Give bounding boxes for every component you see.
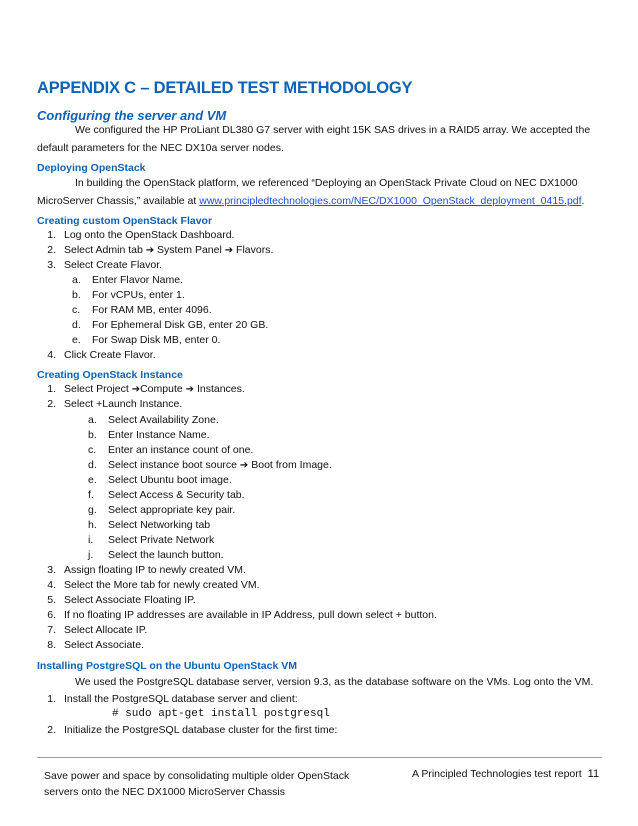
sub-list-letter: b. [72,289,81,301]
sub-list-text: Select instance boot source [108,459,240,471]
list-text: Click Create Flavor. [64,349,156,361]
list-text: Initialize the PostgreSQL database cluster for the first time: [64,724,338,736]
list-item [40,398,182,410]
instance-title: Creating OpenStack Instance [37,369,183,381]
flavor-title: Creating custom OpenStack Flavor [37,215,213,227]
sub-list-item [72,274,183,286]
sub-list-letter: j. [88,549,94,561]
sub-list-letter: a. [72,274,81,286]
list-number: 3. [47,259,56,271]
sub-list-item [88,444,253,456]
list-item [40,259,162,271]
sub-list-item [88,414,219,426]
list-item [40,383,245,395]
sub-list-text: Select Ubuntu boot image. [108,474,232,486]
footer-report-label: A Principled Technologies test report [412,768,582,780]
deploying-line-2-pre: MicroServer Chassis,” available at [37,195,200,207]
list-number: 1. [47,383,56,395]
list-text: Select Admin tab [64,244,146,256]
sub-list-text: Select Networking tab [108,519,211,531]
sub-list-text: For Ephemeral Disk GB, enter 20 GB. [92,319,269,331]
list-item [40,624,147,636]
list-number: 7. [47,624,56,636]
list-item [40,229,234,241]
list-number: 2. [47,398,56,410]
list-text: Select the More tab for newly created VM. [64,579,260,591]
list-text: Log onto the OpenStack Dashboard. [64,229,235,241]
postgres-intro: We used the PostgreSQL database server, version 9.3, as the database software on the VMs. Log onto the VM. [75,676,594,688]
section-title: Configuring the server and VM [37,108,227,123]
sub-list-item [72,304,212,316]
sub-list-letter: d. [88,459,97,471]
list-item [46,693,298,705]
sub-list-letter: c. [72,304,81,316]
sub-list-text: Select the launch button. [108,549,224,561]
sub-list-letter: a. [88,414,97,426]
list-text: Select +Launch Instance. [64,398,183,410]
deploying-line-2 [37,193,584,209]
sub-list-text: Select Availability Zone. [108,414,219,426]
intro-line-2: default parameters for the NEC DX10a server nodes. [37,142,284,154]
sub-list-item [72,334,220,346]
sub-list-letter: f. [88,489,94,501]
list-text: Select Project [64,383,132,395]
list-item [46,724,337,736]
right-arrow-icon: ➔ [131,384,141,395]
list-number: 5. [47,594,56,606]
list-text: Install the PostgreSQL database server and client: [64,693,298,705]
page-number: 11 [587,768,600,780]
postgres-title: Installing PostgreSQL on the Ubuntu OpenStack VM [37,660,297,672]
list-number: 2. [47,244,56,256]
code-line: # sudo apt-get install postgresql [112,708,330,720]
footer-left-text: Save power and space by consolidating multiple older OpenStack servers onto the NEC DX1000 MicroServer Chassis [44,770,350,798]
sub-list-text: Enter an instance count of one. [108,444,254,456]
list-item [40,639,144,651]
sub-list-item [72,319,268,331]
list-number: 4. [47,349,56,361]
sub-list-item [88,429,210,441]
intro-line-1: We configured the HP ProLiant DL380 G7 server with eight 15K SAS drives in a RAID5 array. We accepted the [75,124,591,136]
list-item [40,564,246,576]
list-number: 8. [47,639,56,651]
footer-divider [37,757,602,758]
right-arrow-icon: ➔ [224,245,234,256]
sub-list-text: For Swap Disk MB, enter 0. [92,334,221,346]
list-text: Compute [140,383,186,395]
list-text: Flavors. [236,244,274,256]
deploying-line-2-post: . [581,195,585,207]
sub-list-letter: d. [72,319,81,331]
list-text: Assign floating IP to newly created VM. [64,564,246,576]
sub-list-text: Enter Flavor Name. [92,274,184,286]
sub-list-text: For vCPUs, enter 1. [92,289,185,301]
sub-list-item [88,459,332,471]
sub-list-item [88,504,235,516]
sub-list-item [72,289,185,301]
right-arrow-icon: ➔ [145,245,155,256]
list-item [40,594,196,606]
sub-list-letter: e. [72,334,81,346]
sub-list-letter: b. [88,429,97,441]
sub-list-letter: e. [88,474,97,486]
appendix-heading: APPENDIX C – DETAILED TEST METHODOLOGY [37,79,413,97]
sub-list-letter: g. [88,504,97,516]
list-text: Instances. [196,383,245,395]
sub-list-item [88,549,224,561]
list-text: If no floating IP addresses are available in IP Address, pull down select + button. [64,609,437,621]
footer-right [412,768,599,780]
right-arrow-icon: ➔ [239,460,249,471]
list-number: 6. [47,609,56,621]
deploying-line-1: In building the OpenStack platform, we referenced “Deploying an OpenStack Private Cloud on NEC DX1000 [75,177,578,189]
sub-list-text: Enter Instance Name. [108,429,210,441]
sub-list-text: Boot from Image. [251,459,332,471]
list-text: Select Create Flavor. [64,259,163,271]
sub-list-text: Select appropriate key pair. [108,504,236,516]
sub-list-letter: h. [88,519,97,531]
list-number: 1. [47,229,56,241]
sub-list-item [88,474,232,486]
list-item [40,244,273,256]
deploying-title: Deploying OpenStack [37,162,146,174]
list-number: 3. [47,564,56,576]
right-arrow-icon: ➔ [185,384,195,395]
list-text: System Panel [157,244,225,256]
list-number: 4. [47,579,56,591]
methodology-link[interactable]: www.principledtechnologies.com/NEC/DX1000_OpenStack_deployment_0415.pdf [199,195,582,207]
list-text: Select Allocate IP. [64,624,148,636]
sub-list-text: Select Access & Security tab. [108,489,245,501]
list-item [40,579,260,591]
sub-list-item [88,519,210,531]
sub-list-text: Select Private Network [108,534,215,546]
list-number: 2. [47,724,56,736]
sub-list-letter: c. [88,444,97,456]
list-text: Select Associate. [64,639,144,651]
sub-list-text: For RAM MB, enter 4096. [92,304,212,316]
list-text: Select Associate Floating IP. [64,594,196,606]
list-item [40,349,156,361]
list-number: 1. [47,693,56,705]
list-item [40,609,437,621]
sub-list-item [88,534,214,546]
sub-list-item [88,489,245,501]
sub-list-letter: i. [88,534,94,546]
